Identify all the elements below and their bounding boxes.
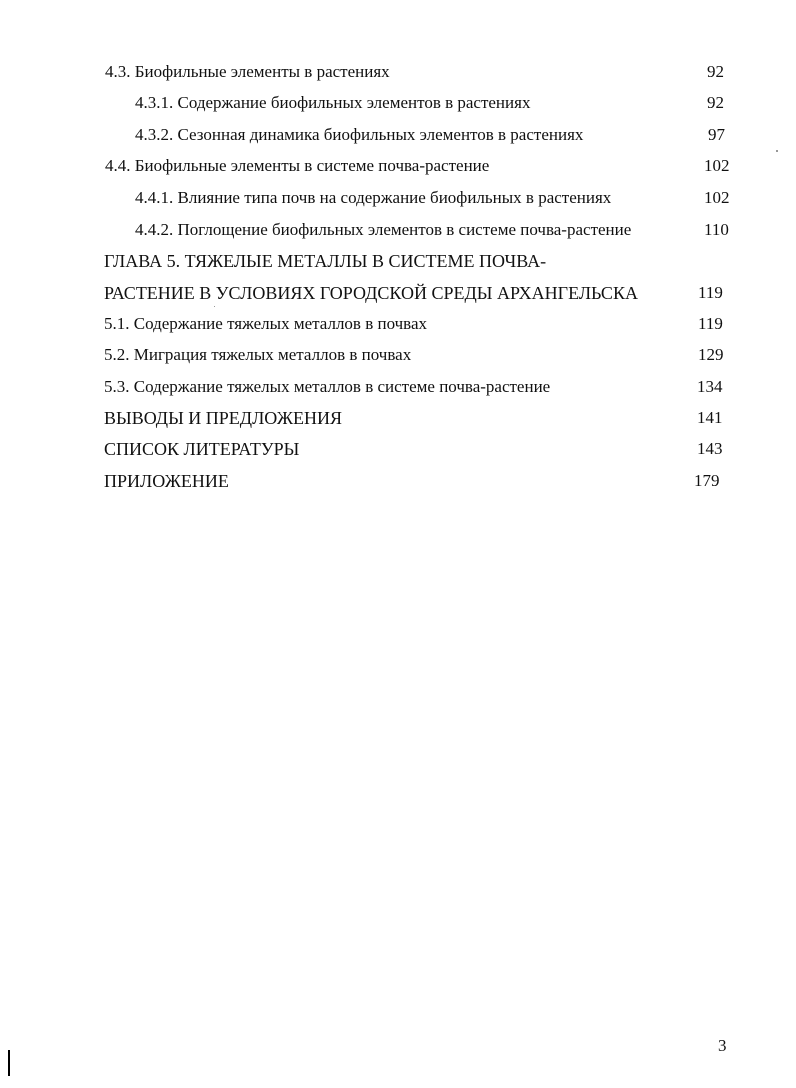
toc-page-appendix: 179	[694, 471, 720, 490]
toc-entry-references: СПИСОК ЛИТЕРАТУРЫ	[104, 439, 300, 459]
scan-speck	[776, 150, 778, 152]
toc-entry-4-3-1: 4.3.1. Содержание биофильных элементов в растениях	[135, 93, 531, 112]
toc-page-references: 143	[697, 439, 723, 458]
toc-chapter-5-line-1: ГЛАВА 5. ТЯЖЕЛЫЕ МЕТАЛЛЫ В СИСТЕМЕ ПОЧВА-	[104, 251, 547, 271]
toc-page-5-2: 129	[698, 345, 724, 364]
toc-entry-4-4-1: 4.4.1. Влияние типа почв на содержание биофильных в растениях	[135, 188, 612, 207]
toc-page-4-4: 102	[704, 156, 730, 175]
scan-edge-mark	[8, 1050, 10, 1076]
toc-entry-5-3: 5.3. Содержание тяжелых металлов в системе почва-растение	[104, 377, 551, 396]
toc-page-4-3-2: 97	[708, 125, 725, 144]
toc-page-4-4-2: 110	[704, 220, 729, 239]
toc-entry-conclusions: ВЫВОДЫ И ПРЕДЛОЖЕНИЯ	[104, 408, 342, 428]
toc-page-chapter-5: 119	[698, 283, 723, 302]
toc-entry-4-3-2: 4.3.2. Сезонная динамика биофильных элементов в растениях	[135, 125, 584, 144]
toc-page-conclusions: 141	[697, 408, 723, 427]
page-number: 3	[718, 1036, 727, 1055]
toc-entry-4-3: 4.3. Биофильные элементы в растениях	[105, 62, 390, 81]
toc-page-4-4-1: 102	[704, 188, 730, 207]
toc-entry-appendix: ПРИЛОЖЕНИЕ	[104, 471, 229, 491]
toc-entry-4-4: 4.4. Биофильные элементы в системе почва-растение	[105, 156, 490, 175]
toc-page-4-3-1: 92	[707, 93, 724, 112]
scan-speck	[214, 306, 215, 307]
toc-entry-5-1: 5.1. Содержание тяжелых металлов в почвах	[104, 314, 428, 333]
toc-page-5-3: 134	[697, 377, 723, 396]
toc-entry-4-4-2: 4.4.2. Поглощение биофильных элементов в системе почва-растение	[135, 220, 632, 239]
toc-page-4-3: 92	[707, 62, 724, 81]
toc-page-5-1: 119	[698, 314, 723, 333]
toc-chapter-5-line-2: РАСТЕНИЕ В УСЛОВИЯХ ГОРОДСКОЙ СРЕДЫ АРХАНГЕЛЬСКА	[104, 283, 638, 303]
toc-entry-5-2: 5.2. Миграция тяжелых металлов в почвах	[104, 345, 412, 364]
